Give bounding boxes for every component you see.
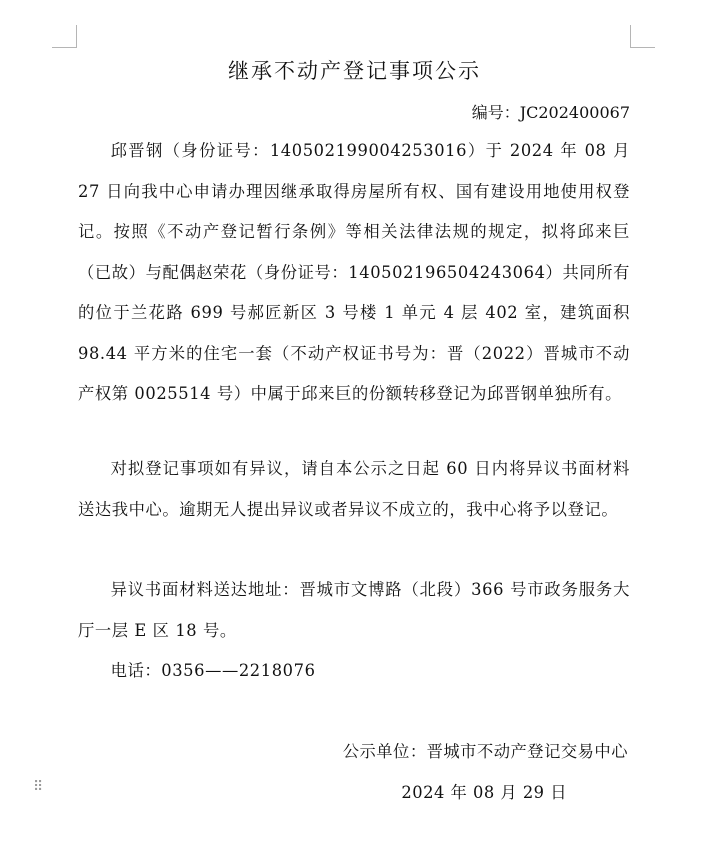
document-number: 编号：JC202400067 <box>471 103 630 122</box>
crop-mark-top-left <box>52 25 77 48</box>
document-title: 继承不动产登记事项公示 <box>228 59 481 83</box>
crop-mark-top-right <box>630 25 655 48</box>
paragraph-main: 邱晋钢（身份证号：140502199004253016）于 2024 年 08 月 27 日向我中心申请办理因继承取得房屋所有权、国有建设用地使用权登记。按照《不动产登记暂行条例》等相关法律法规的规定，拟将邱来巨（已故）与配偶赵荣花（身份证号：140502196504243064）共同所有的位于兰花路 699 号郝匠新区 3 号楼 1 单元 4 层 402 室，建筑面积 98.44 平方米的住宅一套（不动产权证书号为：晋（2022）晋城市不动产权第 0025514 号）中属于邱来巨的份额转移登记为邱晋钢单独所有。 <box>78 141 630 403</box>
paragraph-address: 异议书面材料送达地址：晋城市文博路（北段）366 号市政务服务大厅一层 E 区 18 号。 <box>78 580 630 640</box>
paragraph-objection: 对拟登记事项如有异议，请自本公示之日起 60 日内将异议书面材料送达我中心。逾期无人提出异议或者异议不成立的，我中心将予以登记。 <box>78 459 630 519</box>
paragraph-phone: 电话：0356——2218076 <box>110 661 316 680</box>
publisher-unit: 公示单位：晋城市不动产登记交易中心 <box>342 742 628 761</box>
publish-date: 2024 年 08 月 29 日 <box>401 783 567 802</box>
drag-handle-icon[interactable]: ⠿ <box>33 779 41 795</box>
